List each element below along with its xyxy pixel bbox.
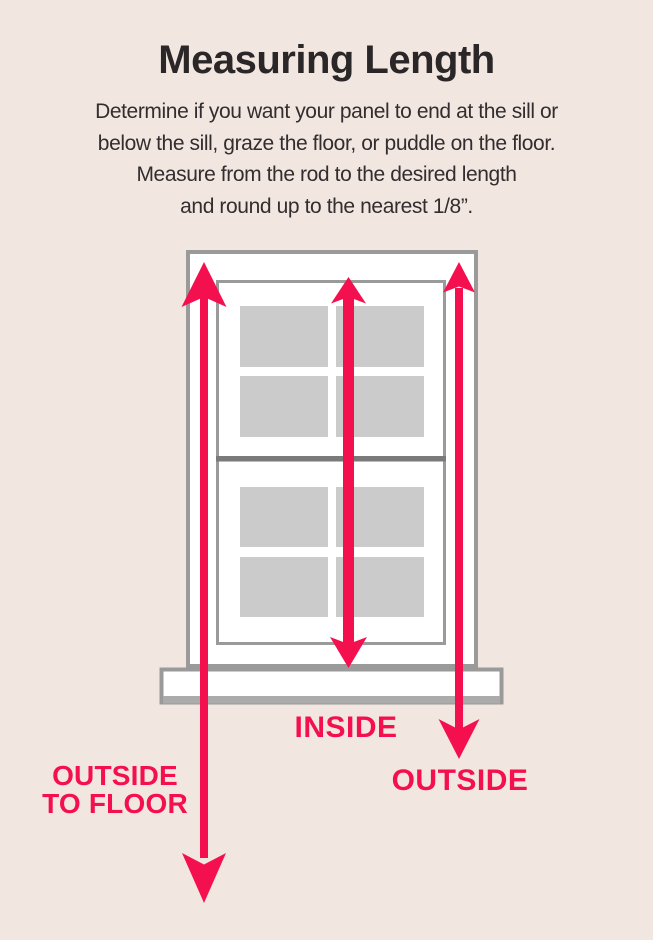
window-sill-shadow — [163, 696, 500, 704]
arrow-shaft — [455, 288, 463, 730]
arrowhead-down-icon — [182, 853, 226, 903]
page-title: Measuring Length — [158, 38, 495, 82]
label-inside: INSIDE — [294, 711, 398, 744]
window-pane — [240, 376, 328, 437]
description-line: Determine if you want your panel to end at the sill or — [95, 100, 558, 123]
label-outside: OUTSIDE — [391, 764, 529, 797]
arrow-shaft — [343, 295, 354, 644]
window-illustration — [162, 252, 502, 704]
label-outside-to-floor-line: OUTSIDE — [52, 760, 178, 791]
window-meeting-rail — [216, 456, 446, 462]
window-pane — [240, 306, 328, 367]
description-line: below the sill, graze the floor, or puddle on the floor. — [97, 131, 556, 155]
window-pane — [240, 557, 328, 617]
description-line: Measure from the rod to the desired length — [136, 163, 517, 186]
description-line: and round up to the nearest 1/8”. — [180, 194, 473, 218]
arrow-shaft — [200, 296, 208, 858]
window-pane — [240, 487, 328, 547]
label-outside-to-floor-line: TO FLOOR — [42, 788, 188, 819]
label-outside-to-floor — [42, 762, 188, 818]
